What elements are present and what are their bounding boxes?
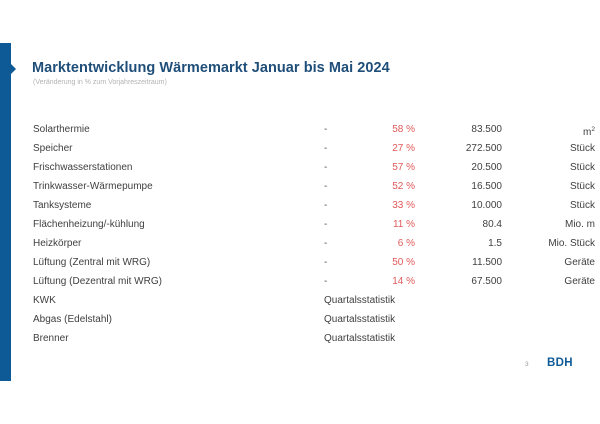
table-row	[33, 177, 595, 196]
page-number: 3	[525, 361, 529, 368]
row-value: 16.500	[471, 181, 502, 192]
row-unit: Mio. Stück	[548, 238, 595, 249]
row-sign: -	[324, 276, 328, 287]
row-value: 1.5	[488, 238, 502, 249]
row-label: Heizkörper	[33, 238, 82, 249]
row-value: 11.500	[472, 257, 502, 268]
row-change: 6 %	[397, 238, 415, 249]
row-sign: -	[324, 257, 328, 268]
row-sign: -	[324, 143, 328, 154]
row-unit: Stück	[569, 181, 595, 192]
table-row	[33, 158, 595, 177]
row-change: 33 %	[392, 200, 415, 211]
table-row	[33, 234, 595, 253]
table-row	[33, 196, 595, 215]
row-sign: -	[324, 238, 328, 249]
row-change: 27 %	[392, 143, 415, 154]
table-row	[33, 139, 595, 158]
row-sign: -	[324, 200, 328, 211]
row-sign: -	[324, 219, 328, 230]
row-note: Quartalsstatistik	[324, 295, 396, 306]
row-change: 58 %	[392, 124, 415, 135]
row-unit: Geräte	[564, 257, 595, 268]
table-row	[33, 215, 595, 234]
row-unit: Stück	[569, 200, 595, 211]
row-label: Solarthermie	[33, 124, 90, 135]
row-label: Speicher	[33, 143, 73, 154]
unit-text: m	[583, 127, 592, 138]
row-unit: Mio. m	[565, 219, 595, 230]
table-row	[33, 120, 595, 139]
row-change: 14 %	[392, 276, 415, 287]
row-change: 50 %	[392, 257, 415, 268]
row-value: 272.500	[465, 143, 502, 154]
row-change: 11 %	[392, 219, 415, 230]
row-sign: -	[324, 162, 328, 173]
row-unit: Stück	[569, 162, 595, 173]
table-row	[33, 329, 573, 348]
row-value: 80.4	[482, 219, 502, 230]
row-label: KWK	[33, 295, 56, 306]
row-change: 57 %	[392, 162, 415, 173]
row-sign: -	[324, 124, 328, 135]
row-sign: -	[324, 181, 328, 192]
row-label: Abgas (Edelstahl)	[33, 314, 112, 325]
row-value: 20.500	[471, 162, 502, 173]
market-table	[33, 120, 595, 348]
row-value: 67.500	[471, 276, 502, 287]
table-row	[33, 253, 595, 272]
side-accent-bar	[0, 43, 11, 381]
page-title: Marktentwicklung Wärmemarkt Januar bis Mai 2024	[32, 60, 390, 76]
unit-superscript: 2	[591, 126, 595, 133]
row-note: Quartalsstatistik	[324, 333, 396, 344]
row-label: Brenner	[33, 333, 69, 344]
row-unit: Stück	[569, 143, 595, 154]
row-label: Tanksysteme	[33, 200, 92, 211]
arrow-marker-icon	[11, 64, 16, 74]
row-label: Flächenheizung/-kühlung	[33, 219, 145, 230]
table-row	[33, 310, 573, 329]
bdh-logo: BDH	[547, 357, 573, 369]
row-unit: Geräte	[564, 276, 595, 287]
table-row	[33, 272, 595, 291]
row-label: Trinkwasser-Wärmepumpe	[33, 181, 153, 192]
row-label: Lüftung (Zentral mit WRG)	[33, 257, 151, 268]
row-change: 52 %	[392, 181, 415, 192]
row-note: Quartalsstatistik	[324, 314, 396, 325]
table-row	[33, 291, 573, 310]
row-value: 83.500	[471, 124, 502, 135]
row-label: Lüftung (Dezentral mit WRG)	[33, 276, 162, 287]
row-label: Frischwasserstationen	[33, 162, 133, 173]
row-value: 10.000	[471, 200, 502, 211]
page-subtitle: (Veränderung in % zum Vorjahreszeitraum)	[33, 79, 167, 86]
